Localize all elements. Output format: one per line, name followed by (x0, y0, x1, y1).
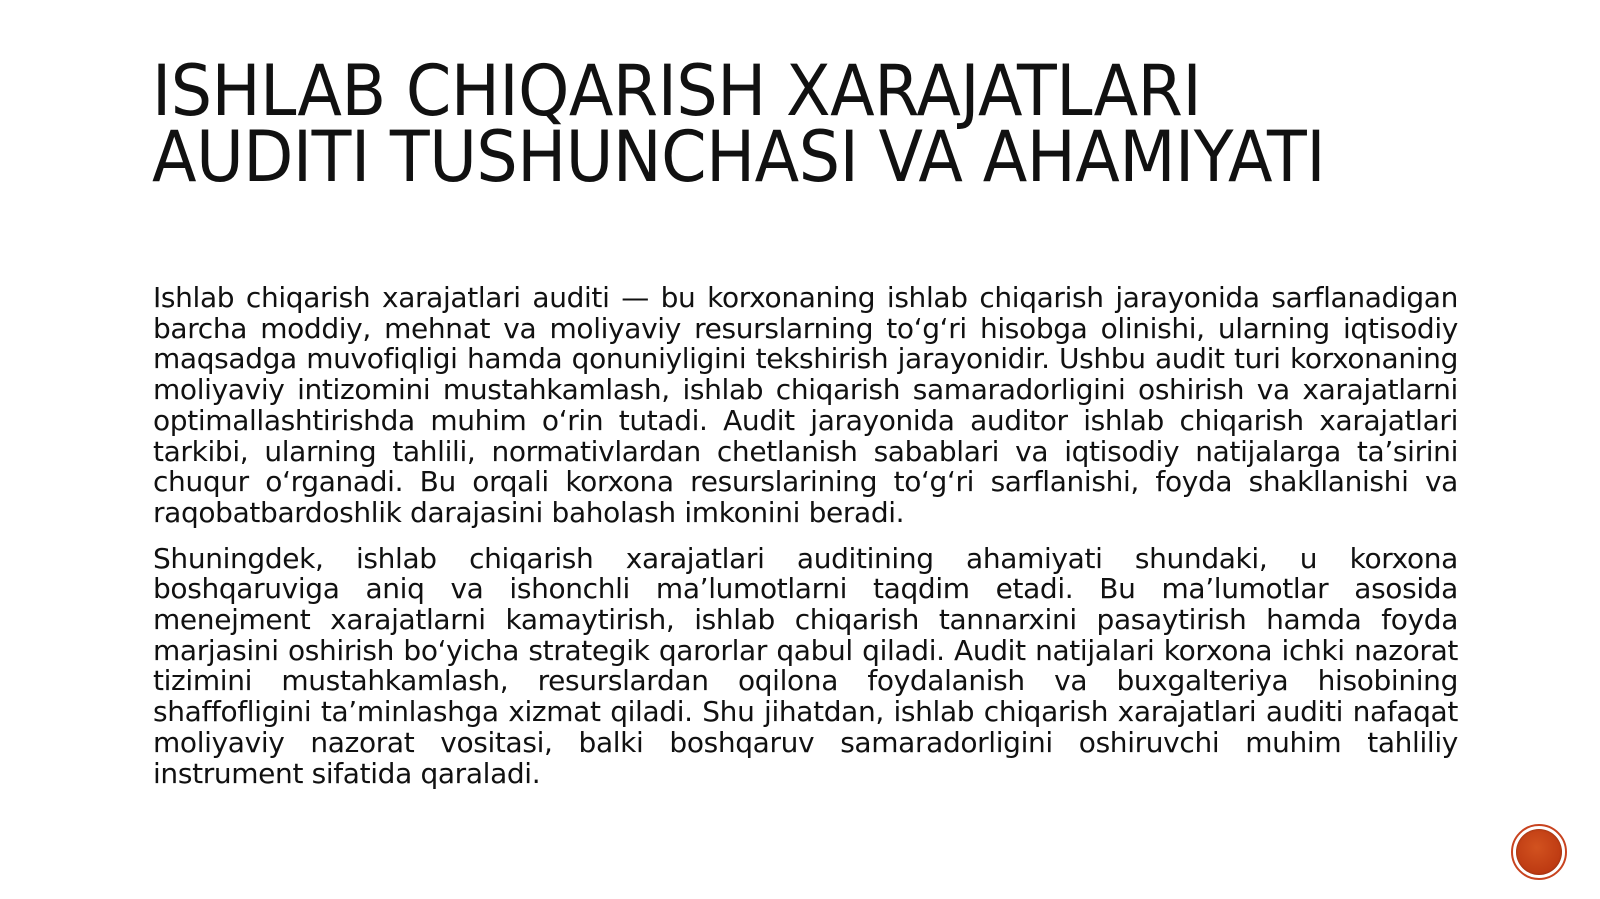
slide-body (153, 283, 1458, 804)
slide-nav-button[interactable] (1511, 824, 1567, 880)
slide-title: ISHLAB CHIQARISH XARAJATLARI AUDITI TUSHUNCHASI VA AHAMIYATI (152, 50, 1326, 198)
body-paragraph-1: Ishlab chiqarish xarajatlari auditi — bu korxonaning ishlab chiqarish jarayonida sarflanadigan barcha moddiy, mehnat va moliyaviy resurslarning to‘g‘ri hisobga olinishi, ularning iqtisodiy maqsadga muvofiqligi hamda qonuniyligini tekshirish jarayonidir. Ushbu audit turi korxonaning moliyaviy intizomini mustahkamlash, ishlab chiqarish samaradorligini oshirish va xarajatlarni optimallashtirishda muhim o‘rin tutadi. Audit jarayonida auditor ishlab chiqarish xarajatlari tarkibi, ularning tahlili, normativlardan chetlanish sabablari va iqtisodiy natijalarga ta’sirini chuqur o‘rganadi. Bu orqali korxona resurslarining to‘g‘ri sarflanishi, foyda shakllanishi va raqobatbardoshlik darajasini baholash imkonini beradi. (153, 281, 1458, 529)
circle-button-icon (1516, 829, 1562, 875)
body-paragraph-2: Shuningdek, ishlab chiqarish xarajatlari auditining ahamiyati shundaki, u korxona boshqaruviga aniq va ishonchli ma’lumotlarni taqdim etadi. Bu ma’lumotlar asosida menejment xarajatlarni kamaytirish, ishlab chiqarish tannarxini pasaytirish hamda foyda marjasini oshirish bo‘yicha strategik qarorlar qabul qiladi. Audit natijalari korxona ichki nazorat tizimini mustahkamlash, resurslardan oqilona foydalanish va buxgalteriya hisobining shaffofligini ta’minlashga xizmat qiladi. Shu jihatdan, ishlab chiqarish xarajatlari auditi nafaqat moliyaviy nazorat vositasi, balki boshqaruv samaradorligini oshiruvchi muhim tahliliy instrument sifatida qaraladi. (153, 541, 1458, 790)
